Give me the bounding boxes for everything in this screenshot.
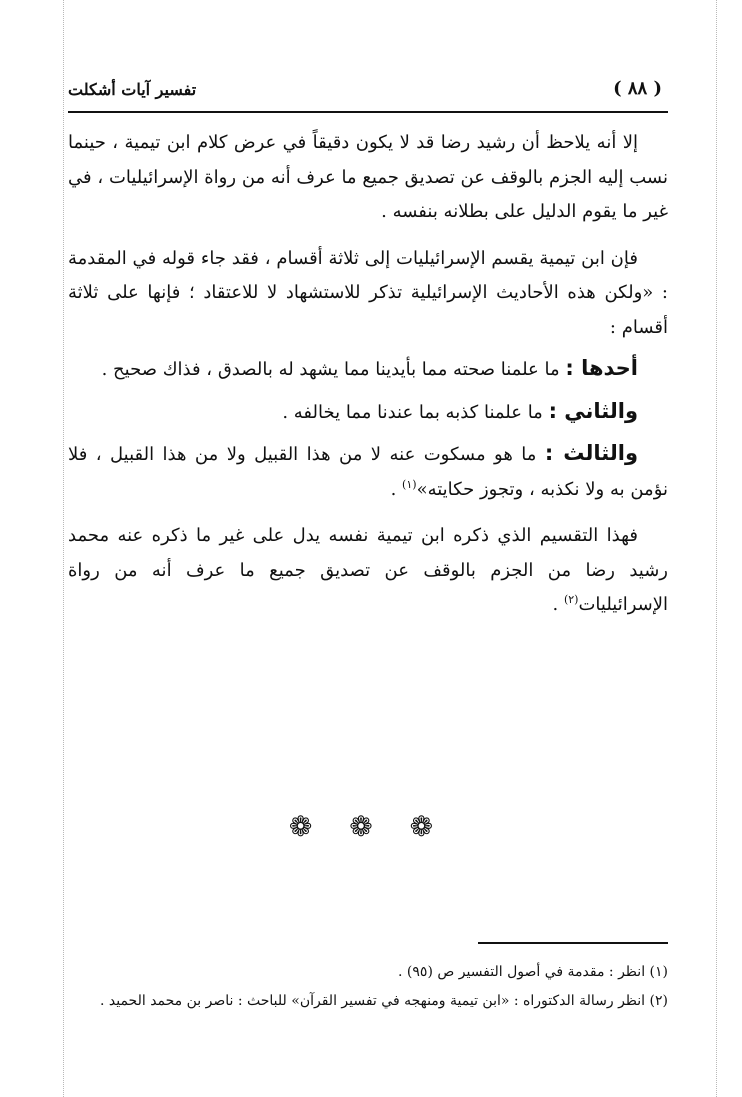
header-rule	[68, 111, 668, 113]
paragraph-3	[68, 519, 668, 623]
item-1-text: ما علمنا صحته مما بأيدينا مما يشهد له بالصدق ، فذاك صحيح .	[101, 359, 560, 380]
paragraph-2	[68, 242, 668, 346]
footnote-1: (١) انظر : مقدمة في أصول التفسير ص (٩٥) .	[398, 964, 668, 980]
scan-guide-line-right	[716, 0, 717, 1097]
paragraph-1-text: إلا أنه يلاحظ أن رشيد رضا قد لا يكون دقيقاً في عرض كلام ابن تيمية ، حينما نسب إليه الجزم بالوقف عن تصديق جميع ما عرف أنه من رواة الإسرائيليات ، في غير ما يقوم الدليل على بطلانه بنفسه .	[68, 132, 668, 222]
scan-guide-line-left	[63, 0, 64, 1097]
footnote-rule	[478, 942, 668, 944]
list-item-2	[68, 394, 668, 431]
paragraph-2-text: فإن ابن تيمية يقسم الإسرائيليات إلى ثلاثة أقسام ، فقد جاء قوله في المقدمة : «ولكن هذه الأحاديث الإسرائيلية تذكر للاستشهاد لا للاعتقاد ؛ فإنها على ثلاثة أقسام :	[68, 247, 668, 338]
section-separator: ❁ ❁ ❁	[288, 810, 448, 843]
paragraph-3-text: فهذا التقسيم الذي ذكره ابن تيمية نفسه يدل على غير ما ذكره عنه محمد رشيد رضا من الجزم بالوقف عن تصديق جميع ما عرف أنه من رواة الإسرائيليات	[68, 525, 668, 615]
item-2-term: والثاني :	[548, 398, 638, 423]
item-1-term: أحدها :	[565, 356, 638, 380]
list-item-3	[68, 436, 668, 507]
footnotes	[68, 958, 668, 1016]
paragraph-1	[68, 126, 668, 230]
item-2-text: ما علمنا كذبه بما عندنا مما يخالفه .	[282, 401, 543, 423]
footnote-ref-1[interactable]: (١)	[402, 477, 417, 491]
paragraph-3-end: .	[552, 594, 564, 615]
page-header	[68, 76, 668, 106]
footnote-2: (٢) انظر رسالة الدكتوراه : «ابن تيمية ومنهجه في تفسير القرآن» للباحث : ناصر بن محمد الحميد .	[99, 993, 668, 1009]
body-text	[68, 126, 668, 635]
item-3-text: ما هو مسكوت عنه لا من هذا القبيل ولا من هذا القبيل ، فلا نؤمن به ولا نكذبه ، وتجوز حكايته»	[68, 444, 668, 500]
item-3-end: .	[390, 478, 403, 500]
page-number: ( ٨٨ )	[613, 78, 662, 99]
list-item-1	[68, 351, 668, 388]
item-3-term: والثالث :	[544, 441, 638, 465]
footnote-ref-2[interactable]: (٢)	[563, 593, 579, 606]
book-title: تفسير آيات أشكلت	[68, 80, 197, 99]
